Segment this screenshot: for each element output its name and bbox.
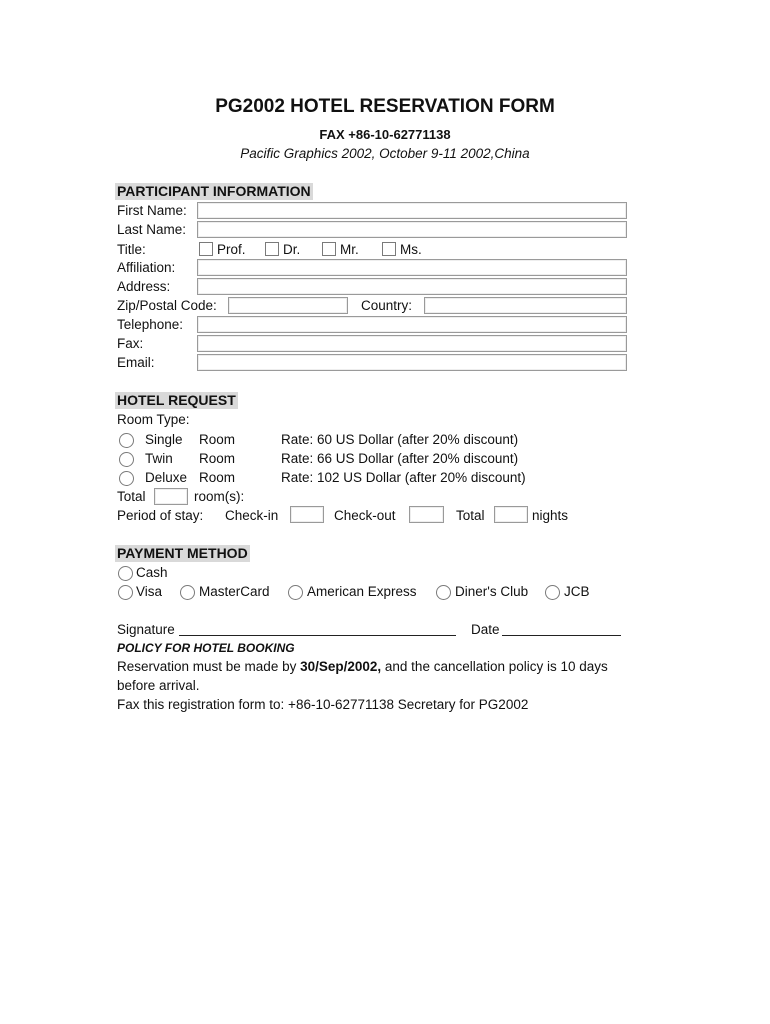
title-dr-label: Dr. xyxy=(283,242,301,257)
address-label: Address: xyxy=(117,279,171,294)
room-single-radio[interactable] xyxy=(119,433,134,448)
total-nights-field[interactable] xyxy=(494,506,528,523)
payment-cash-radio[interactable] xyxy=(118,566,133,581)
policy-deadline: 30/Sep/2002, xyxy=(300,659,382,674)
hotel-section-heading: HOTEL REQUEST xyxy=(117,392,236,408)
room-single-rate: Rate: 60 US Dollar (after 20% discount) xyxy=(281,432,519,447)
payment-jcb-radio[interactable] xyxy=(545,585,560,600)
title-mr-checkbox[interactable] xyxy=(322,242,336,256)
title-ms-checkbox[interactable] xyxy=(382,242,396,256)
room-type-label: Room Type: xyxy=(117,412,190,427)
policy-line-1-post: and the cancellation policy is 10 days xyxy=(381,659,608,674)
payment-mastercard-label: MasterCard xyxy=(199,584,270,599)
email-label: Email: xyxy=(117,355,155,370)
email-field[interactable] xyxy=(197,354,627,371)
room-twin-radio[interactable] xyxy=(119,452,134,467)
last-name-label: Last Name: xyxy=(117,222,187,237)
fax-label: Fax: xyxy=(117,336,144,351)
last-name-field[interactable] xyxy=(197,221,627,238)
signature-label: Signature xyxy=(117,622,175,637)
room-deluxe-radio[interactable] xyxy=(119,471,134,486)
total-rooms-label: Total xyxy=(117,489,146,504)
check-out-label: Check-out xyxy=(334,508,396,523)
total-rooms-field[interactable] xyxy=(154,488,188,505)
telephone-label: Telephone: xyxy=(117,317,184,332)
policy-line-1-pre: Reservation must be made by xyxy=(117,659,301,674)
check-in-label: Check-in xyxy=(225,508,279,523)
room-single-room: Room xyxy=(199,432,236,447)
policy-heading: POLICY FOR HOTEL BOOKING xyxy=(117,641,295,655)
payment-amex-radio[interactable] xyxy=(288,585,303,600)
first-name-label: First Name: xyxy=(117,203,187,218)
title-prof-checkbox[interactable] xyxy=(199,242,213,256)
room-twin-label: Twin xyxy=(145,451,173,466)
payment-visa-label: Visa xyxy=(136,584,163,599)
address-field[interactable] xyxy=(197,278,627,295)
first-name-field[interactable] xyxy=(197,202,627,219)
payment-diners-label: Diner's Club xyxy=(455,584,529,599)
policy-line-1 xyxy=(117,659,608,675)
room-deluxe-room: Room xyxy=(199,470,236,485)
room-single-label: Single xyxy=(145,432,183,447)
payment-diners-radio[interactable] xyxy=(436,585,451,600)
affiliation-field[interactable] xyxy=(197,259,627,276)
payment-cash-label: Cash xyxy=(136,565,168,580)
fax-field[interactable] xyxy=(197,335,627,352)
payment-visa-radio[interactable] xyxy=(118,585,133,600)
payment-section-heading: PAYMENT METHOD xyxy=(117,545,248,561)
date-line[interactable] xyxy=(502,635,621,636)
room-twin-room: Room xyxy=(199,451,236,466)
country-label: Country: xyxy=(361,298,413,313)
policy-line-2: before arrival. xyxy=(117,678,200,693)
title-prof-label: Prof. xyxy=(217,242,246,257)
nights-unit-label: nights xyxy=(532,508,569,523)
payment-jcb-label: JCB xyxy=(564,584,590,599)
title-ms-label: Ms. xyxy=(400,242,422,257)
zip-label: Zip/Postal Code: xyxy=(117,298,217,313)
payment-amex-label: American Express xyxy=(307,584,417,599)
title-dr-checkbox[interactable] xyxy=(265,242,279,256)
room-twin-rate: Rate: 66 US Dollar (after 20% discount) xyxy=(281,451,519,466)
total-nights-label: Total xyxy=(456,508,485,523)
fax-number: FAX +86-10-62771138 xyxy=(319,127,451,142)
affiliation-label: Affiliation: xyxy=(117,260,176,275)
title-label: Title: xyxy=(117,242,146,257)
room-deluxe-label: Deluxe xyxy=(145,470,188,485)
conference-subtitle: Pacific Graphics 2002, October 9-11 2002,China xyxy=(240,146,530,161)
payment-mastercard-radio[interactable] xyxy=(180,585,195,600)
check-out-field[interactable] xyxy=(409,506,444,523)
rooms-unit-label: room(s): xyxy=(194,489,245,504)
date-label: Date xyxy=(471,622,500,637)
country-field[interactable] xyxy=(424,297,627,314)
period-of-stay-label: Period of stay: xyxy=(117,508,204,523)
form-title: PG2002 HOTEL RESERVATION FORM xyxy=(215,96,555,117)
check-in-field[interactable] xyxy=(290,506,324,523)
participant-section-heading: PARTICIPANT INFORMATION xyxy=(117,183,311,199)
room-deluxe-rate: Rate: 102 US Dollar (after 20% discount) xyxy=(281,470,526,485)
policy-line-3: Fax this registration form to: +86-10-62771138 Secretary for PG2002 xyxy=(117,697,529,712)
telephone-field[interactable] xyxy=(197,316,627,333)
title-mr-label: Mr. xyxy=(340,242,359,257)
zip-field[interactable] xyxy=(228,297,348,314)
signature-line[interactable] xyxy=(179,635,456,636)
